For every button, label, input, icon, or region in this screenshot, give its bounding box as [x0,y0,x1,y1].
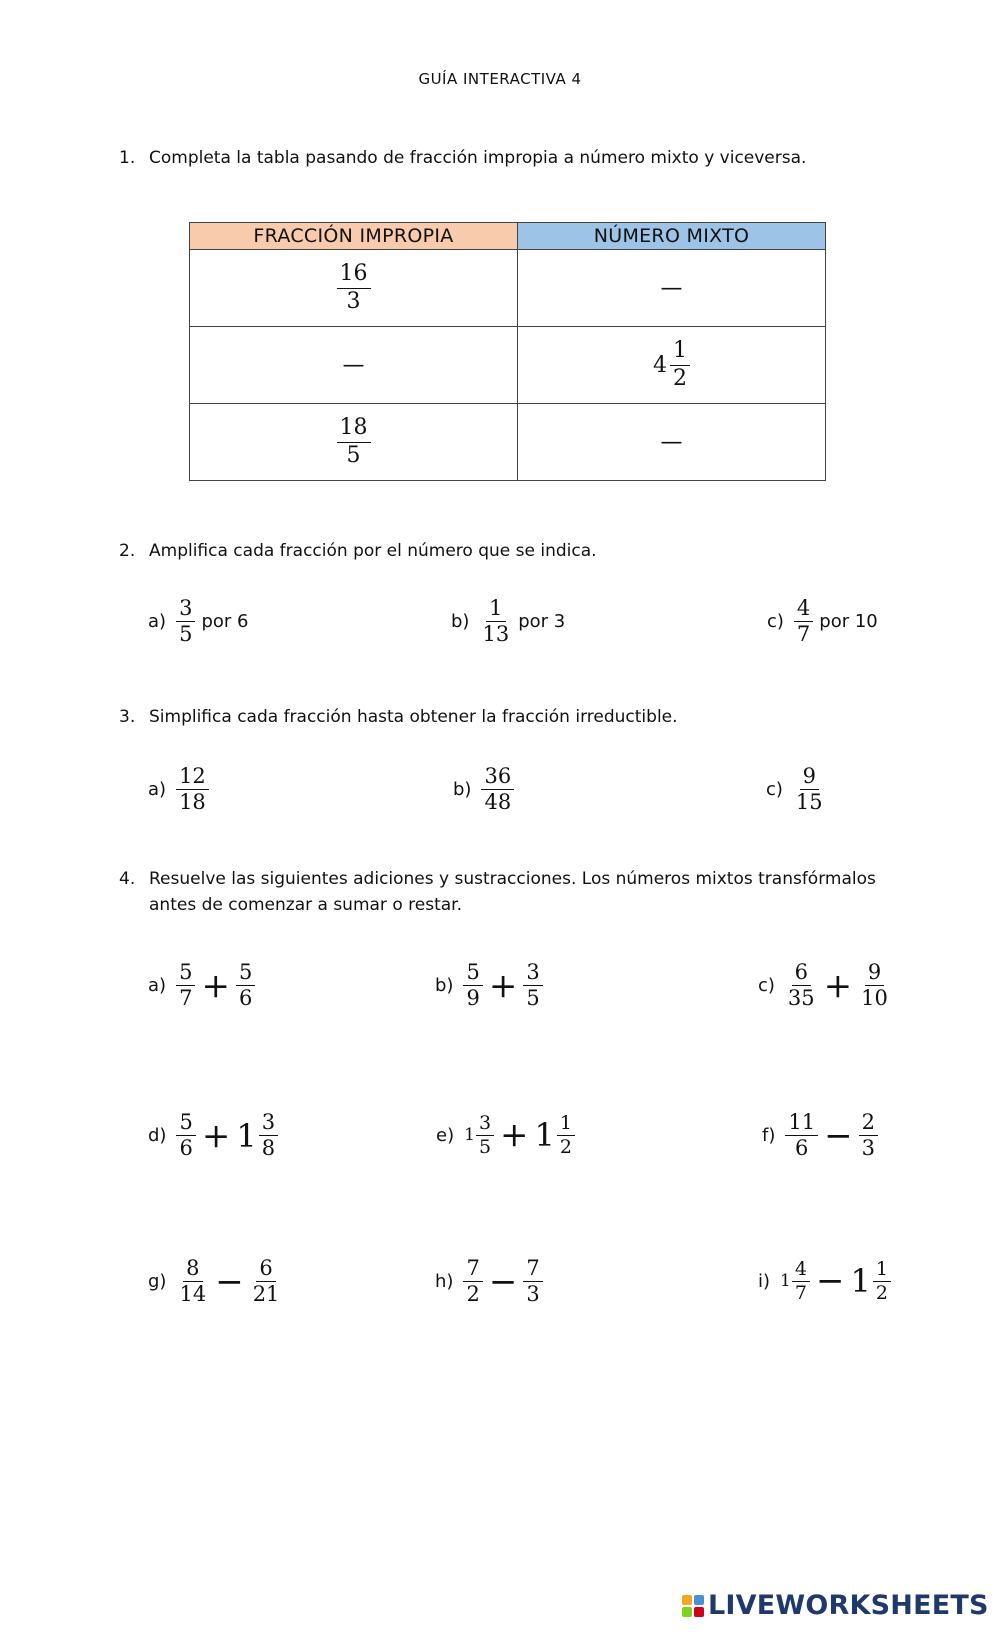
numerator: 3 [476,1112,494,1136]
q4-item-c [758,960,891,1011]
denominator: 13 [482,622,510,647]
q2-item-b [451,596,565,647]
numerator: 3 [176,596,195,622]
denominator: 15 [795,790,823,815]
numerator: 7 [463,1256,482,1282]
question-4 [119,866,909,918]
denominator: 8 [261,1136,276,1161]
operator: − [824,1115,853,1156]
denominator: 2 [466,1282,480,1307]
item-label: g) [148,1271,167,1293]
q2-item-a [148,596,248,647]
fraction [176,1256,209,1307]
item-label: c) [766,779,783,801]
denominator: 9 [466,986,480,1011]
table-row [190,327,826,404]
fraction [859,1110,878,1161]
item-label: a) [148,975,167,997]
item-label: h) [435,1271,454,1293]
operator: + [500,1115,529,1156]
whole-number: 1 [850,1262,871,1301]
q4-item-d [148,1110,278,1161]
q4-item-g [148,1256,282,1307]
numerator: 9 [800,764,819,790]
question-3 [119,704,678,730]
operator: + [488,965,518,1006]
fraction [481,764,514,815]
mixed-cell [518,327,826,404]
numerator: 7 [523,1256,542,1282]
item-label: d) [148,1125,167,1147]
whole-number: 1 [464,1125,475,1146]
fraction [259,1110,278,1161]
q3-item-c [766,764,826,815]
question-2 [119,538,597,564]
numerator: 4 [792,1258,810,1282]
item-label: a) [148,779,167,801]
fraction [794,596,813,647]
q4-item-a [148,960,255,1011]
denominator: 5 [478,1135,492,1158]
numerator: 1 [873,1258,891,1282]
q2-item-c [767,596,878,647]
item-label: b) [451,611,470,633]
denominator: 35 [787,986,815,1011]
q4-item-h [435,1256,543,1307]
item-label: i) [758,1270,771,1292]
operator: + [823,965,853,1006]
whole-number: 4 [653,352,667,378]
fraction [463,1256,482,1307]
denominator: 6 [795,1136,809,1161]
denominator: 3 [346,288,361,314]
question-text: Simplifica cada fracción hasta obtener la fracción irreductible. [149,707,678,727]
fraction [176,764,209,815]
mixed-answer-cell[interactable] [518,404,826,481]
conversion-table [189,222,826,481]
denominator: 7 [179,986,193,1011]
item-label: b) [453,779,472,801]
item-label: f) [762,1125,776,1147]
numerator: 1 [557,1112,575,1136]
numerator: 5 [176,1110,195,1136]
numerator: 3 [259,1110,278,1136]
whole-number: 1 [534,1116,555,1155]
numerator: 18 [337,415,371,442]
mixed-answer-cell[interactable] [518,250,826,327]
question-text: Completa la tabla pasando de fracción impropia a número mixto y viceversa. [149,148,807,168]
numerator: 5 [236,960,255,986]
q3-item-a [148,764,209,815]
denominator: 18 [179,790,206,815]
numerator: 8 [183,1256,202,1282]
denominator: 5 [526,986,540,1011]
item-label: c) [767,611,784,633]
improper-cell [190,250,518,327]
fraction [236,960,255,1011]
denominator: 2 [559,1135,572,1158]
numerator: 5 [463,960,482,986]
numerator: 36 [481,764,514,790]
denominator: 6 [238,986,253,1011]
improper-cell [190,404,518,481]
fraction [523,1256,542,1307]
liveworksheets-logo-icon [682,1595,704,1617]
denominator: 3 [861,1136,875,1161]
operator: − [215,1261,244,1302]
question-number: 1. [119,148,136,168]
question-text: Amplifica cada fracción por el número que se indica. [149,541,597,561]
answer-blank[interactable]: — [342,352,365,378]
q4-item-b [435,960,543,1011]
denominator: 2 [875,1281,888,1304]
numerator: 12 [176,764,209,790]
item-label: a) [148,611,167,633]
question-number: 3. [119,707,136,727]
fraction [337,261,371,315]
table-row [190,404,826,481]
numerator: 1 [670,338,690,365]
operator: + [201,1115,231,1156]
denominator: 6 [179,1136,193,1161]
numerator: 16 [337,261,371,288]
q3-item-b [453,764,514,815]
fraction [792,1258,810,1305]
numerator: 11 [785,1110,818,1136]
fraction [785,1110,818,1161]
numerator: 4 [794,596,813,622]
fraction [873,1258,891,1305]
fraction [176,596,195,647]
fraction [476,1112,494,1159]
header-mixed-number: NÚMERO MIXTO [518,223,826,250]
denominator: 7 [794,1281,807,1304]
q4-item-f [762,1110,878,1161]
whole-number: 1 [236,1116,257,1155]
operator: + [201,965,230,1006]
fraction [858,960,891,1011]
table-row [190,250,826,327]
numerator: 6 [256,1256,275,1282]
numerator: 9 [865,960,884,986]
item-label: e) [436,1124,455,1146]
whole-number: 1 [780,1271,791,1292]
fraction [176,1110,195,1161]
page-title: GUÍA INTERACTIVA 4 [418,70,582,88]
denominator: 3 [526,1282,540,1307]
fraction [793,764,826,815]
answer-blank[interactable]: — [660,429,683,455]
operator: − [815,1261,845,1302]
denominator: 21 [252,1282,280,1307]
numerator: 5 [176,960,195,986]
answer-blank[interactable]: — [660,275,683,301]
fraction [250,1256,283,1307]
fraction [463,960,482,1011]
question-text: Resuelve las siguientes adiciones y sustracciones. Los números mixtos transfórmalos antes de comenzar a sumar o restar. [149,869,876,915]
fraction [523,960,542,1011]
fraction [670,338,690,392]
question-number: 4. [119,869,136,889]
denominator: 10 [861,986,888,1011]
multiplier-text: por 6 [201,611,249,633]
operator: − [488,1261,518,1302]
fraction [557,1112,575,1159]
denominator: 7 [796,622,811,647]
denominator: 14 [179,1282,207,1307]
q4-item-i [758,1258,891,1305]
question-number: 2. [119,541,136,561]
fraction [176,960,195,1011]
question-1 [119,145,806,171]
fraction [479,596,512,647]
numerator: 6 [792,960,811,986]
item-label: b) [435,975,454,997]
brand-text: LIVEWORKSHEETS [708,1590,989,1621]
denominator: 5 [346,442,361,468]
q4-item-e [436,1112,575,1159]
multiplier-text: por 3 [518,611,566,633]
fraction [785,960,818,1011]
numerator: 1 [486,596,505,622]
numerator: 3 [523,960,542,986]
improper-answer-cell[interactable] [190,327,518,404]
item-label: c) [758,975,775,997]
denominator: 5 [179,622,193,647]
denominator: 48 [484,790,512,815]
header-improper-fraction: FRACCIÓN IMPROPIA [190,223,518,250]
liveworksheets-brand [682,1590,989,1621]
denominator: 2 [673,365,687,391]
numerator: 2 [859,1110,878,1136]
fraction [337,415,371,469]
multiplier-text: por 10 [819,611,878,633]
